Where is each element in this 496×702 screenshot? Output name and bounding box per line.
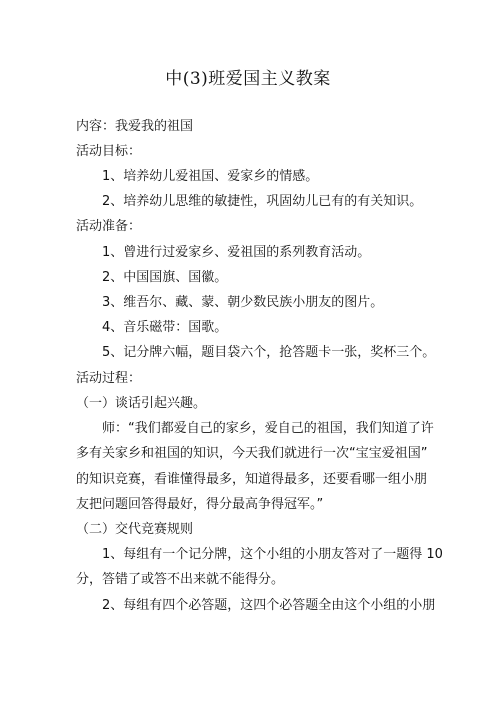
prep-item: 5、记分牌六幅，题目袋六个，抢答题卡一张，奖杯三个。 — [102, 345, 436, 360]
prep-item: 1、曾进行过爱家乡、爱祖国的系列教育活动。 — [102, 245, 371, 260]
prep-item: 2、中国国旗、国徽。 — [102, 270, 228, 285]
paragraph-line: 2、每组有四个必答题，这四个必答题全由这个小组的小朋 — [102, 598, 436, 613]
paragraph-line: 的知识竞赛，看谁懂得最多，知道得最多，还要看哪一组小朋 — [76, 472, 428, 487]
paragraph-line: 1、每组有一个记分牌，这个小组的小朋友答对了一题得 10 — [102, 547, 443, 562]
prep-heading: 活动准备： — [76, 219, 142, 234]
section-title: （二）交代竞赛规则 — [76, 522, 194, 537]
content-line: 内容：我爱我的祖国 — [76, 119, 194, 134]
process-heading: 活动过程： — [76, 371, 142, 386]
prep-item: 4、音乐磁带：国歌。 — [102, 320, 228, 335]
paragraph-line: 多有关家乡和祖国的知识，今天我们就进行一次“宝宝爱祖国” — [76, 446, 428, 461]
paragraph-line: 分，答错了或答不出来就不能得分。 — [76, 572, 285, 587]
paragraph-line: 友把问题回答得最好，得分最高争得冠军。” — [76, 497, 324, 512]
paragraph-line: 师：“我们都爱自己的家乡，爱自己的祖国，我们知道了许 — [102, 421, 434, 436]
goals-heading: 活动目标： — [76, 144, 142, 159]
document-title: 中(3)班爱国主义教案 — [165, 69, 331, 89]
prep-item: 3、维吾尔、藏、蒙、朝少数民族小朋友的图片。 — [102, 295, 384, 310]
goal-item: 2、培养幼儿思维的敏捷性，巩固幼儿已有的有关知识。 — [102, 194, 423, 209]
goal-item: 1、培养幼儿爱祖国、爱家乡的情感。 — [102, 169, 319, 184]
section-title: （一）谈话引起兴趣。 — [76, 396, 207, 411]
